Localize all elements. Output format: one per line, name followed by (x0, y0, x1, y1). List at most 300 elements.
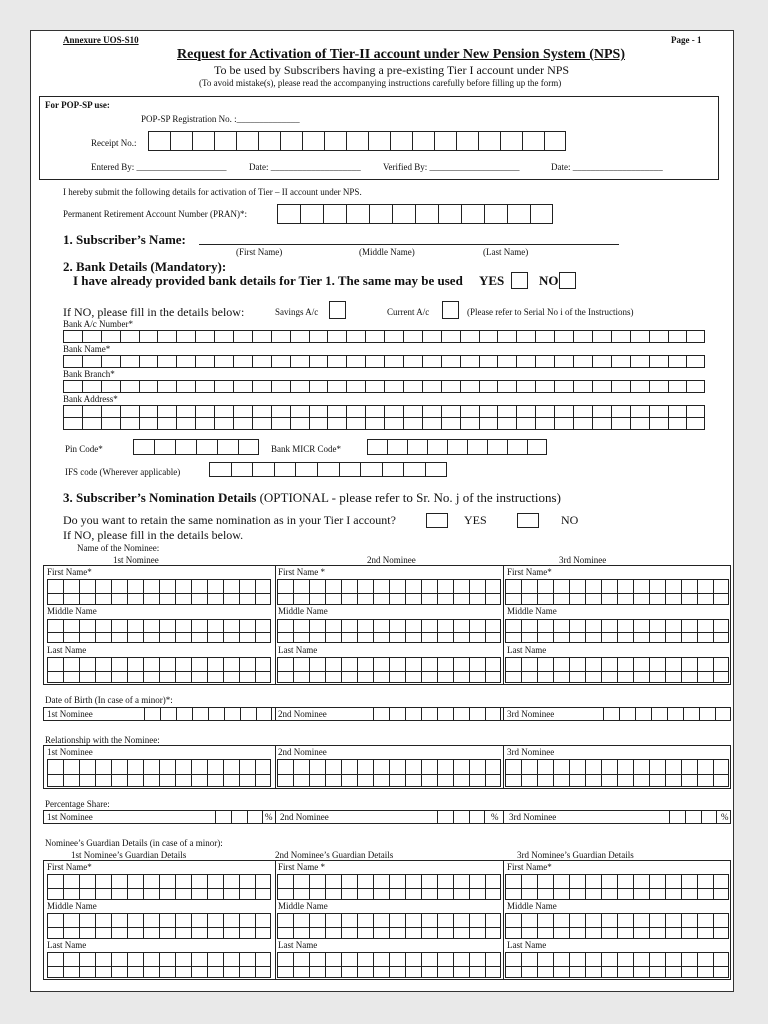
char-box[interactable] (214, 131, 236, 151)
char-box[interactable] (325, 952, 341, 978)
relationship-nominee-2-grid[interactable] (277, 759, 501, 787)
char-box[interactable] (175, 579, 191, 605)
char-box[interactable] (214, 355, 233, 368)
char-box[interactable] (697, 579, 713, 605)
nomination-no-checkbox[interactable] (517, 513, 539, 528)
char-box[interactable] (309, 417, 328, 430)
char-box[interactable] (500, 131, 522, 151)
char-box[interactable] (256, 707, 272, 721)
char-box[interactable] (441, 330, 460, 343)
char-box[interactable] (485, 619, 501, 643)
char-box[interactable] (357, 579, 373, 605)
char-box[interactable] (293, 913, 309, 939)
char-box[interactable] (447, 439, 467, 455)
char-box[interactable] (236, 131, 258, 151)
pin-grid[interactable] (133, 439, 259, 455)
char-box[interactable] (421, 759, 437, 787)
char-box[interactable] (469, 874, 485, 900)
char-box[interactable] (357, 759, 373, 787)
char-box[interactable] (95, 579, 111, 605)
char-box[interactable] (437, 707, 453, 721)
char-box[interactable] (271, 330, 290, 343)
char-box[interactable] (214, 330, 233, 343)
char-box[interactable] (101, 330, 120, 343)
char-box[interactable] (403, 380, 422, 393)
char-box[interactable] (601, 657, 617, 683)
char-box[interactable] (497, 417, 516, 430)
bank-address-grid-2[interactable] (63, 417, 705, 430)
bank-yes-checkbox[interactable] (511, 272, 528, 289)
char-box[interactable] (649, 657, 665, 683)
char-box[interactable] (497, 380, 516, 393)
char-box[interactable] (485, 579, 501, 605)
char-box[interactable] (47, 657, 63, 683)
char-box[interactable] (365, 355, 384, 368)
char-box[interactable] (214, 417, 233, 430)
char-box[interactable] (255, 952, 271, 978)
char-box[interactable] (421, 913, 437, 939)
char-box[interactable] (143, 952, 159, 978)
char-box[interactable] (592, 355, 611, 368)
pran-grid[interactable] (277, 204, 553, 224)
char-box[interactable] (215, 810, 231, 824)
char-box[interactable] (309, 380, 328, 393)
char-box[interactable] (434, 131, 456, 151)
char-box[interactable] (697, 874, 713, 900)
char-box[interactable] (195, 380, 214, 393)
char-box[interactable] (111, 952, 127, 978)
char-box[interactable] (681, 913, 697, 939)
char-box[interactable] (309, 355, 328, 368)
char-box[interactable] (713, 874, 729, 900)
char-box[interactable] (686, 355, 705, 368)
char-box[interactable] (365, 380, 384, 393)
char-box[interactable] (154, 439, 175, 455)
char-box[interactable] (697, 759, 713, 787)
char-box[interactable] (217, 439, 238, 455)
char-box[interactable] (485, 874, 501, 900)
char-box[interactable] (456, 131, 478, 151)
guardian-3-first-grid[interactable] (505, 874, 729, 900)
dob-nominee-1-grid[interactable] (144, 707, 272, 721)
char-box[interactable] (341, 619, 357, 643)
char-box[interactable] (521, 913, 537, 939)
char-box[interactable] (553, 759, 569, 787)
char-box[interactable] (341, 874, 357, 900)
char-box[interactable] (537, 874, 553, 900)
char-box[interactable] (357, 952, 373, 978)
char-box[interactable] (143, 913, 159, 939)
char-box[interactable] (207, 874, 223, 900)
char-box[interactable] (373, 874, 389, 900)
char-box[interactable] (233, 380, 252, 393)
char-box[interactable] (127, 913, 143, 939)
char-box[interactable] (453, 874, 469, 900)
char-box[interactable] (573, 330, 592, 343)
char-box[interactable] (382, 462, 404, 477)
char-box[interactable] (223, 874, 239, 900)
char-box[interactable] (309, 330, 328, 343)
char-box[interactable] (101, 380, 120, 393)
char-box[interactable] (601, 619, 617, 643)
char-box[interactable] (573, 355, 592, 368)
char-box[interactable] (157, 380, 176, 393)
char-box[interactable] (569, 952, 585, 978)
char-box[interactable] (95, 759, 111, 787)
char-box[interactable] (302, 131, 324, 151)
char-box[interactable] (317, 462, 339, 477)
char-box[interactable] (82, 355, 101, 368)
char-box[interactable] (79, 579, 95, 605)
char-box[interactable] (389, 759, 405, 787)
char-box[interactable] (505, 657, 521, 683)
char-box[interactable] (111, 657, 127, 683)
char-box[interactable] (667, 707, 683, 721)
char-box[interactable] (111, 759, 127, 787)
char-box[interactable] (553, 657, 569, 683)
char-box[interactable] (522, 131, 544, 151)
char-box[interactable] (339, 462, 361, 477)
char-box[interactable] (247, 810, 263, 824)
char-box[interactable] (405, 579, 421, 605)
char-box[interactable] (327, 355, 346, 368)
char-box[interactable] (277, 579, 293, 605)
char-box[interactable] (79, 759, 95, 787)
char-box[interactable] (192, 707, 208, 721)
char-box[interactable] (713, 657, 729, 683)
char-box[interactable] (346, 204, 369, 224)
char-box[interactable] (453, 810, 469, 824)
char-box[interactable] (293, 874, 309, 900)
char-box[interactable] (497, 330, 516, 343)
char-box[interactable] (233, 417, 252, 430)
char-box[interactable] (633, 874, 649, 900)
char-box[interactable] (569, 579, 585, 605)
guardian-3-middle-grid[interactable] (505, 913, 729, 939)
char-box[interactable] (611, 417, 630, 430)
char-box[interactable] (617, 759, 633, 787)
char-box[interactable] (665, 579, 681, 605)
char-box[interactable] (175, 952, 191, 978)
char-box[interactable] (611, 355, 630, 368)
char-box[interactable] (277, 657, 293, 683)
char-box[interactable] (701, 810, 717, 824)
char-box[interactable] (327, 330, 346, 343)
char-box[interactable] (271, 417, 290, 430)
char-box[interactable] (207, 759, 223, 787)
char-box[interactable] (537, 619, 553, 643)
char-box[interactable] (127, 952, 143, 978)
char-box[interactable] (175, 913, 191, 939)
char-box[interactable] (111, 619, 127, 643)
char-box[interactable] (280, 131, 302, 151)
char-box[interactable] (159, 759, 175, 787)
char-box[interactable] (535, 355, 554, 368)
char-box[interactable] (537, 759, 553, 787)
char-box[interactable] (601, 913, 617, 939)
char-box[interactable] (148, 131, 170, 151)
char-box[interactable] (668, 417, 687, 430)
char-box[interactable] (669, 810, 685, 824)
char-box[interactable] (293, 579, 309, 605)
char-box[interactable] (505, 913, 521, 939)
char-box[interactable] (127, 619, 143, 643)
char-box[interactable] (191, 874, 207, 900)
char-box[interactable] (617, 874, 633, 900)
char-box[interactable] (681, 874, 697, 900)
char-box[interactable] (668, 380, 687, 393)
char-box[interactable] (521, 759, 537, 787)
char-box[interactable] (617, 657, 633, 683)
char-box[interactable] (611, 380, 630, 393)
char-box[interactable] (101, 355, 120, 368)
char-box[interactable] (485, 952, 501, 978)
char-box[interactable] (157, 330, 176, 343)
char-box[interactable] (425, 462, 447, 477)
char-box[interactable] (277, 874, 293, 900)
char-box[interactable] (346, 417, 365, 430)
char-box[interactable] (95, 913, 111, 939)
char-box[interactable] (365, 330, 384, 343)
char-box[interactable] (175, 619, 191, 643)
char-box[interactable] (277, 952, 293, 978)
char-box[interactable] (460, 355, 479, 368)
relationship-nominee-1-grid[interactable] (47, 759, 271, 787)
char-box[interactable] (405, 619, 421, 643)
char-box[interactable] (223, 952, 239, 978)
char-box[interactable] (293, 759, 309, 787)
char-box[interactable] (373, 913, 389, 939)
char-box[interactable] (389, 913, 405, 939)
char-box[interactable] (176, 355, 195, 368)
percentage-nominee-1-grid[interactable] (215, 810, 263, 824)
nominee-3-middle-grid[interactable] (505, 619, 729, 643)
char-box[interactable] (479, 330, 498, 343)
char-box[interactable] (290, 380, 309, 393)
char-box[interactable] (479, 355, 498, 368)
char-box[interactable] (554, 417, 573, 430)
char-box[interactable] (469, 657, 485, 683)
char-box[interactable] (47, 913, 63, 939)
char-box[interactable] (111, 579, 127, 605)
char-box[interactable] (633, 657, 649, 683)
char-box[interactable] (191, 913, 207, 939)
char-box[interactable] (214, 380, 233, 393)
char-box[interactable] (603, 707, 619, 721)
char-box[interactable] (309, 579, 325, 605)
char-box[interactable] (195, 355, 214, 368)
char-box[interactable] (159, 952, 175, 978)
dob-nominee-3-grid[interactable] (603, 707, 731, 721)
char-box[interactable] (535, 330, 554, 343)
char-box[interactable] (384, 355, 403, 368)
char-box[interactable] (601, 874, 617, 900)
char-box[interactable] (346, 380, 365, 393)
char-box[interactable] (369, 204, 392, 224)
char-box[interactable] (649, 913, 665, 939)
char-box[interactable] (405, 913, 421, 939)
char-box[interactable] (485, 657, 501, 683)
char-box[interactable] (453, 913, 469, 939)
char-box[interactable] (665, 619, 681, 643)
percentage-nominee-2-grid[interactable] (437, 810, 485, 824)
char-box[interactable] (239, 619, 255, 643)
char-box[interactable] (95, 952, 111, 978)
char-box[interactable] (143, 579, 159, 605)
guardian-2-first-grid[interactable] (277, 874, 501, 900)
char-box[interactable] (668, 330, 687, 343)
char-box[interactable] (139, 355, 158, 368)
char-box[interactable] (467, 439, 487, 455)
char-box[interactable] (484, 204, 507, 224)
char-box[interactable] (569, 874, 585, 900)
bank-no-checkbox[interactable] (559, 272, 576, 289)
char-box[interactable] (325, 874, 341, 900)
char-box[interactable] (325, 913, 341, 939)
char-box[interactable] (239, 657, 255, 683)
char-box[interactable] (521, 619, 537, 643)
char-box[interactable] (453, 759, 469, 787)
char-box[interactable] (649, 952, 665, 978)
char-box[interactable] (252, 355, 271, 368)
char-box[interactable] (479, 380, 498, 393)
char-box[interactable] (516, 330, 535, 343)
subscriber-name-line[interactable] (199, 244, 619, 245)
char-box[interactable] (384, 417, 403, 430)
char-box[interactable] (63, 657, 79, 683)
char-box[interactable] (469, 952, 485, 978)
char-box[interactable] (686, 417, 705, 430)
char-box[interactable] (341, 657, 357, 683)
char-box[interactable] (95, 874, 111, 900)
char-box[interactable] (527, 439, 547, 455)
char-box[interactable] (585, 579, 601, 605)
nominee-1-last-grid[interactable] (47, 657, 271, 683)
char-box[interactable] (191, 657, 207, 683)
char-box[interactable] (120, 417, 139, 430)
char-box[interactable] (175, 657, 191, 683)
guardian-1-last-grid[interactable] (47, 952, 271, 978)
char-box[interactable] (485, 707, 501, 721)
char-box[interactable] (79, 874, 95, 900)
char-box[interactable] (633, 619, 649, 643)
char-box[interactable] (111, 874, 127, 900)
char-box[interactable] (63, 579, 79, 605)
char-box[interactable] (507, 204, 530, 224)
char-box[interactable] (209, 462, 231, 477)
char-box[interactable] (421, 707, 437, 721)
char-box[interactable] (271, 380, 290, 393)
char-box[interactable] (405, 952, 421, 978)
char-box[interactable] (460, 417, 479, 430)
char-box[interactable] (191, 579, 207, 605)
char-box[interactable] (300, 204, 323, 224)
char-box[interactable] (252, 417, 271, 430)
char-box[interactable] (544, 131, 566, 151)
char-box[interactable] (537, 913, 553, 939)
char-box[interactable] (441, 417, 460, 430)
char-box[interactable] (192, 131, 214, 151)
char-box[interactable] (617, 619, 633, 643)
bank-branch-grid[interactable] (63, 380, 705, 393)
char-box[interactable] (601, 952, 617, 978)
char-box[interactable] (405, 707, 421, 721)
char-box[interactable] (437, 874, 453, 900)
char-box[interactable] (453, 579, 469, 605)
char-box[interactable] (633, 952, 649, 978)
char-box[interactable] (554, 380, 573, 393)
char-box[interactable] (469, 707, 485, 721)
char-box[interactable] (143, 874, 159, 900)
char-box[interactable] (139, 380, 158, 393)
char-box[interactable] (255, 913, 271, 939)
char-box[interactable] (681, 952, 697, 978)
char-box[interactable] (460, 330, 479, 343)
char-box[interactable] (79, 657, 95, 683)
char-box[interactable] (293, 619, 309, 643)
char-box[interactable] (139, 417, 158, 430)
char-box[interactable] (325, 759, 341, 787)
char-box[interactable] (143, 619, 159, 643)
char-box[interactable] (569, 657, 585, 683)
char-box[interactable] (325, 619, 341, 643)
char-box[interactable] (341, 952, 357, 978)
char-box[interactable] (713, 759, 729, 787)
char-box[interactable] (357, 657, 373, 683)
char-box[interactable] (290, 330, 309, 343)
char-box[interactable] (453, 619, 469, 643)
guardian-2-middle-grid[interactable] (277, 913, 501, 939)
char-box[interactable] (469, 913, 485, 939)
guardian-1-middle-grid[interactable] (47, 913, 271, 939)
char-box[interactable] (170, 131, 192, 151)
char-box[interactable] (521, 952, 537, 978)
char-box[interactable] (405, 874, 421, 900)
guardian-2-last-grid[interactable] (277, 952, 501, 978)
char-box[interactable] (47, 759, 63, 787)
char-box[interactable] (139, 330, 158, 343)
char-box[interactable] (437, 952, 453, 978)
char-box[interactable] (47, 952, 63, 978)
char-box[interactable] (585, 913, 601, 939)
char-box[interactable] (649, 355, 668, 368)
char-box[interactable] (143, 657, 159, 683)
char-box[interactable] (196, 439, 217, 455)
char-box[interactable] (63, 874, 79, 900)
char-box[interactable] (437, 810, 453, 824)
nomination-yes-checkbox[interactable] (426, 513, 448, 528)
char-box[interactable] (233, 330, 252, 343)
char-box[interactable] (601, 579, 617, 605)
char-box[interactable] (478, 131, 500, 151)
char-box[interactable] (373, 952, 389, 978)
char-box[interactable] (207, 952, 223, 978)
char-box[interactable] (427, 439, 447, 455)
char-box[interactable] (63, 759, 79, 787)
char-box[interactable] (223, 579, 239, 605)
char-box[interactable] (630, 417, 649, 430)
bank-account-grid[interactable] (63, 330, 705, 343)
char-box[interactable] (389, 619, 405, 643)
char-box[interactable] (341, 759, 357, 787)
char-box[interactable] (252, 462, 274, 477)
char-box[interactable] (437, 913, 453, 939)
char-box[interactable] (159, 579, 175, 605)
char-box[interactable] (277, 759, 293, 787)
char-box[interactable] (497, 355, 516, 368)
char-box[interactable] (120, 355, 139, 368)
char-box[interactable] (405, 657, 421, 683)
